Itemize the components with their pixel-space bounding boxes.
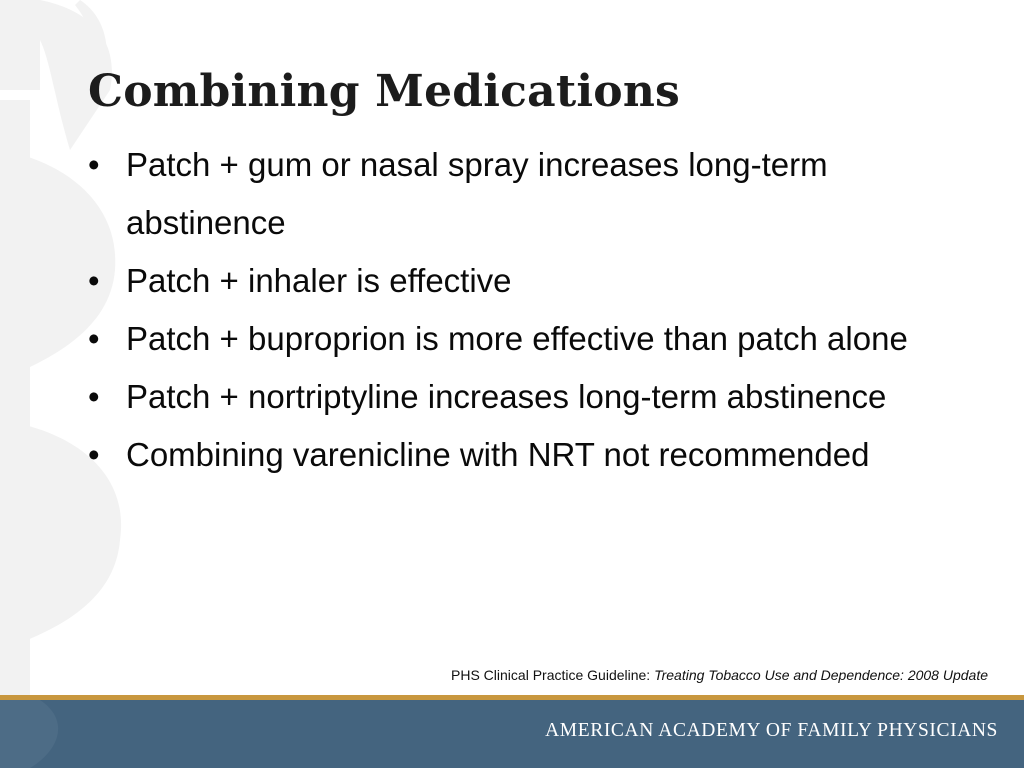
bullet-item: [88, 310, 978, 368]
bullet-item: [88, 426, 978, 484]
bullet-text: Patch + buproprion is more effective than patch alone: [126, 320, 908, 357]
bullet-marker: •: [88, 320, 100, 357]
bullet-item: [88, 368, 978, 426]
footer-bar: [0, 700, 1024, 768]
bullet-text: Combining varenicline with NRT not recommended: [126, 436, 870, 473]
bullet-item: [88, 136, 978, 252]
bullet-list: [88, 136, 978, 484]
citation-prefix: PHS Clinical Practice Guideline:: [451, 667, 655, 683]
slide-title: Combining Medications: [88, 66, 681, 117]
organization-name: AMERICAN ACADEMY OF FAMILY PHYSICIANS: [545, 720, 998, 741]
bullet-text: Patch + gum or nasal spray increases long-term abstinence: [126, 146, 828, 241]
bullet-marker: •: [88, 378, 100, 415]
bullet-item: [88, 252, 978, 310]
bullet-text: Patch + nortriptyline increases long-term abstinence: [126, 378, 887, 415]
citation-title: Treating Tobacco Use and Dependence: 2008 Update: [654, 667, 988, 683]
source-citation: [451, 667, 988, 683]
bullet-marker: •: [88, 262, 100, 299]
bullet-marker: •: [88, 146, 100, 183]
bullet-marker: •: [88, 436, 100, 473]
bullet-text: Patch + inhaler is effective: [126, 262, 512, 299]
caduceus-footer-watermark-icon: [0, 700, 130, 768]
